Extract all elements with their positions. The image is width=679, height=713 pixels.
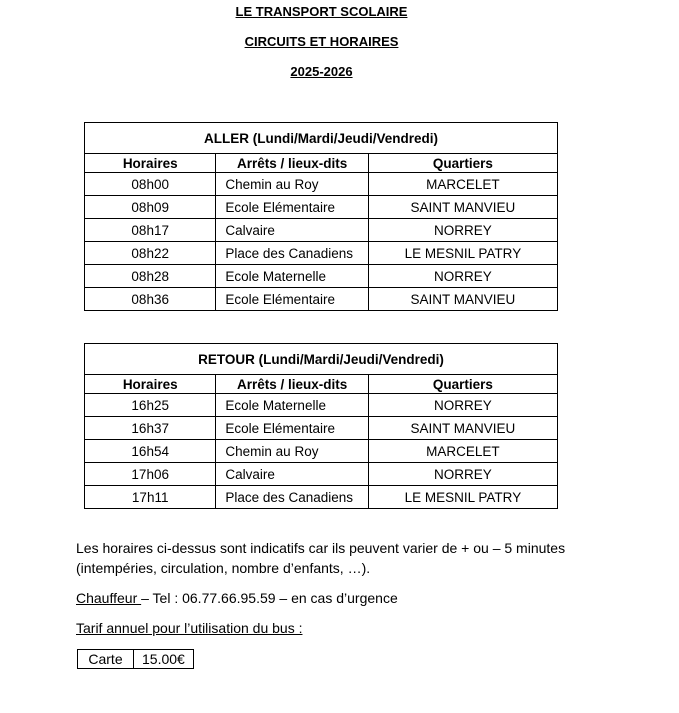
driver-line xyxy=(76,588,398,608)
column-header: Quartiers xyxy=(368,154,557,173)
table-title: ALLER (Lundi/Mardi/Jeudi/Vendredi) xyxy=(85,123,558,154)
note-line-1: Les horaires ci-dessus sont indicatifs car ils peuvent varier de + ou – 5 minutes xyxy=(76,540,566,556)
district-cell: SAINT MANVIEU xyxy=(368,196,557,219)
column-header: Quartiers xyxy=(368,375,557,394)
table-row xyxy=(85,486,558,509)
time-cell: 08h28 xyxy=(85,265,216,288)
time-cell: 16h37 xyxy=(85,417,216,440)
stop-cell: Place des Canadiens xyxy=(216,242,368,265)
notes-paragraph xyxy=(76,538,565,578)
table-row xyxy=(85,394,558,417)
district-cell: NORREY xyxy=(368,394,557,417)
stop-cell: Ecole Elémentaire xyxy=(216,417,368,440)
stop-cell: Calvaire xyxy=(216,463,368,486)
stop-cell: Calvaire xyxy=(216,219,368,242)
driver-phone: – Tel : 06.77.66.95.59 – en cas d’urgence xyxy=(141,590,398,606)
note-line-2: (intempéries, circulation, nombre d’enfants, …). xyxy=(76,560,371,576)
district-cell: NORREY xyxy=(368,463,557,486)
time-cell: 08h22 xyxy=(85,242,216,265)
time-cell: 16h25 xyxy=(85,394,216,417)
column-header: Horaires xyxy=(85,375,216,394)
district-cell: LE MESNIL PATRY xyxy=(368,486,557,509)
time-cell: 16h54 xyxy=(85,440,216,463)
district-cell: LE MESNIL PATRY xyxy=(368,242,557,265)
doc-year: 2025-2026 xyxy=(290,64,353,79)
fee-price: 15.00€ xyxy=(134,650,194,669)
time-cell: 17h11 xyxy=(85,486,216,509)
district-cell: NORREY xyxy=(368,265,557,288)
stop-cell: Ecole Maternelle xyxy=(216,265,368,288)
fee-table xyxy=(77,649,194,669)
table-row xyxy=(85,440,558,463)
stop-cell: Ecole Elémentaire xyxy=(216,196,368,219)
district-cell: MARCELET xyxy=(368,173,557,196)
stop-cell: Chemin au Roy xyxy=(216,440,368,463)
district-cell: NORREY xyxy=(368,219,557,242)
table-row xyxy=(85,173,558,196)
driver-label: Chauffeur xyxy=(76,590,142,606)
stop-cell: Ecole Elémentaire xyxy=(216,288,368,311)
district-cell: MARCELET xyxy=(368,440,557,463)
time-cell: 08h09 xyxy=(85,196,216,219)
column-header: Arrêts / lieux-dits xyxy=(216,154,368,173)
time-cell: 17h06 xyxy=(85,463,216,486)
stop-cell: Chemin au Roy xyxy=(216,173,368,196)
column-header: Arrêts / lieux-dits xyxy=(216,375,368,394)
table-row xyxy=(85,219,558,242)
fee-label: Carte xyxy=(78,650,134,669)
stop-cell: Place des Canadiens xyxy=(216,486,368,509)
doc-subtitle: CIRCUITS ET HORAIRES xyxy=(244,34,399,49)
table-row xyxy=(85,463,558,486)
district-cell: SAINT MANVIEU xyxy=(368,417,557,440)
stop-cell: Ecole Maternelle xyxy=(216,394,368,417)
time-cell: 08h36 xyxy=(85,288,216,311)
table-row xyxy=(85,417,558,440)
column-header: Horaires xyxy=(85,154,216,173)
time-cell: 08h00 xyxy=(85,173,216,196)
table-row xyxy=(85,265,558,288)
time-cell: 08h17 xyxy=(85,219,216,242)
table-title: RETOUR (Lundi/Mardi/Jeudi/Vendredi) xyxy=(85,344,558,375)
table-row xyxy=(85,288,558,311)
tarif-text: Tarif annuel pour l’utilisation du bus : xyxy=(76,620,303,636)
tarif-heading xyxy=(76,618,302,638)
district-cell: SAINT MANVIEU xyxy=(368,288,557,311)
table-row xyxy=(85,242,558,265)
retour-table xyxy=(84,343,558,509)
aller-table xyxy=(84,122,558,311)
table-row xyxy=(85,196,558,219)
doc-title: LE TRANSPORT SCOLAIRE xyxy=(235,4,408,19)
